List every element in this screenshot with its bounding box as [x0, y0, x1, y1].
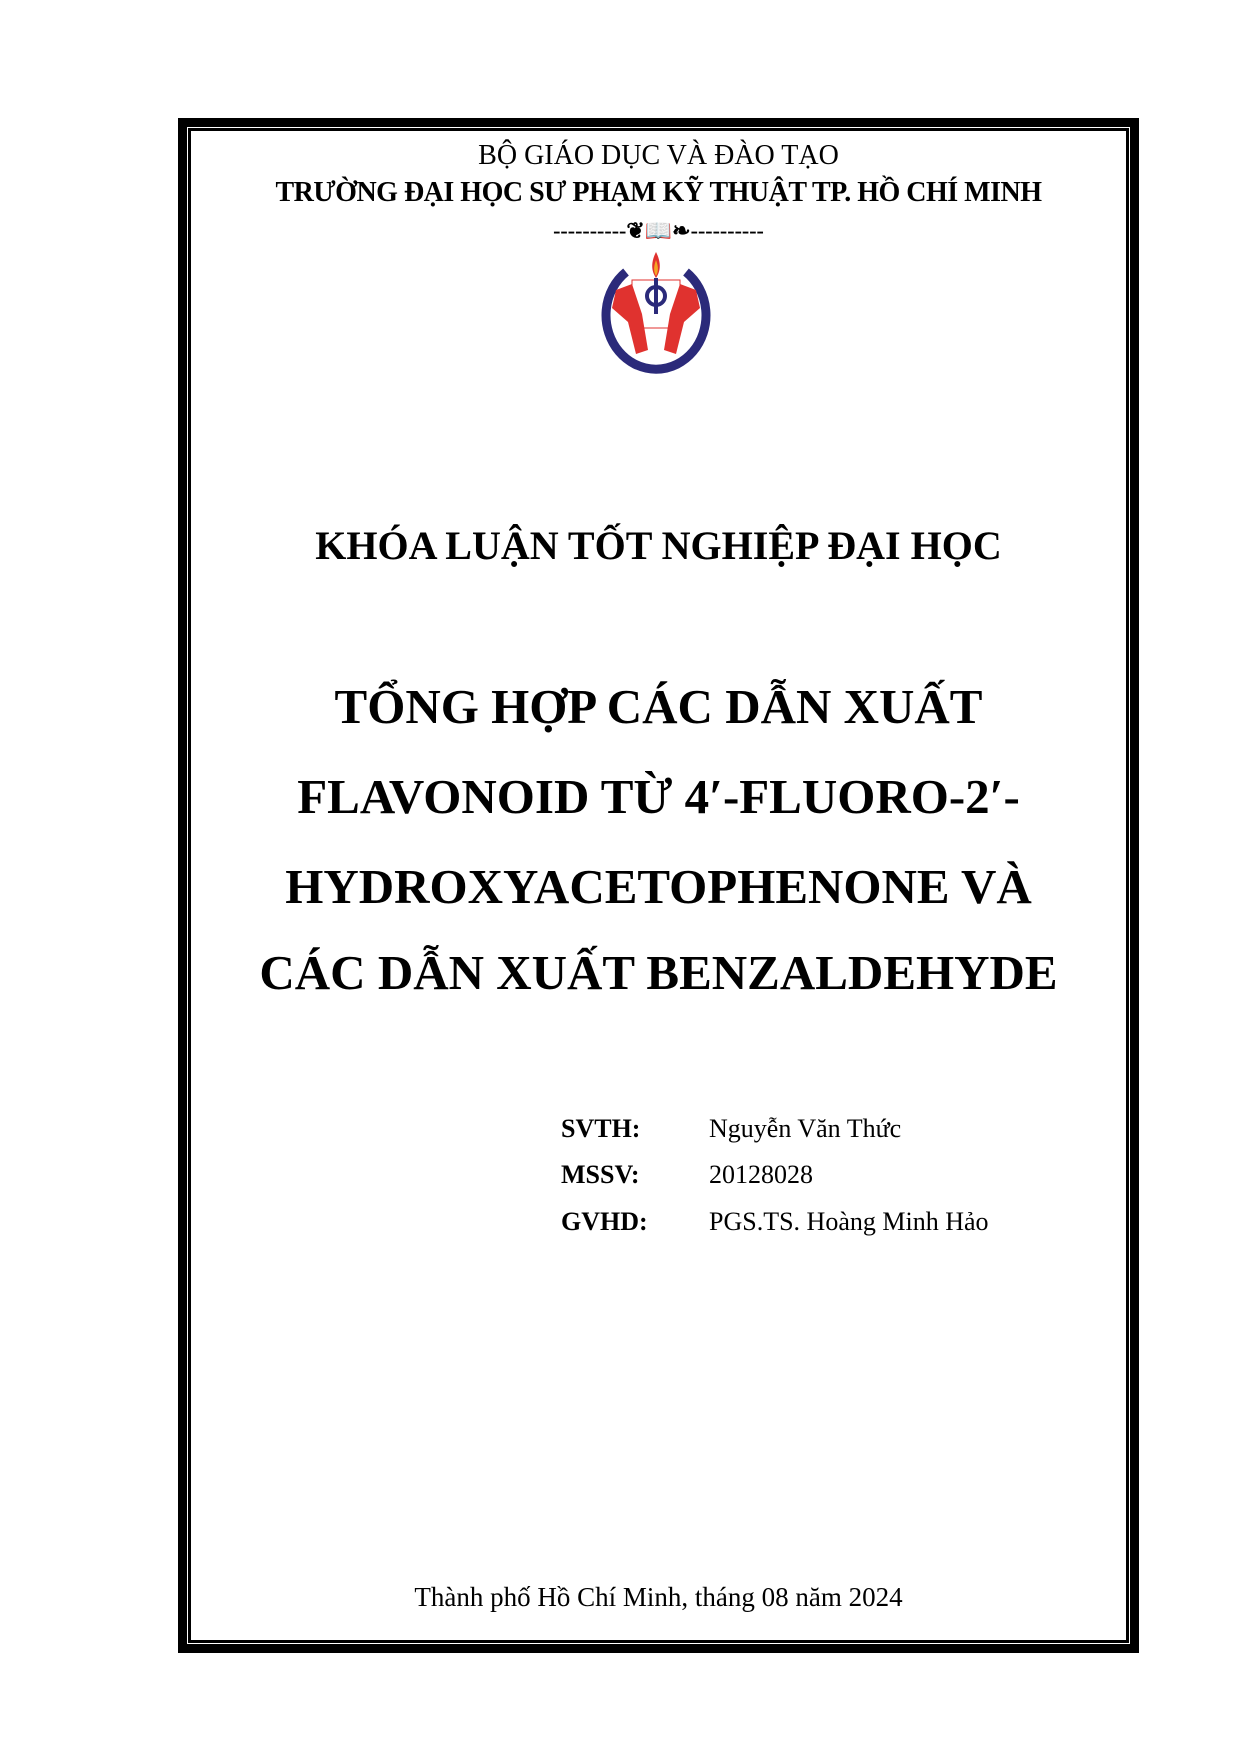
- thesis-title-line: CÁC DẪN XUẤT BENZALDEHYDE: [259, 945, 1058, 1000]
- info-label: GVHD:: [561, 1207, 648, 1236]
- info-value: PGS.TS. Hoàng Minh Hảo: [709, 1207, 989, 1236]
- info-value: Nguyễn Văn Thức: [709, 1114, 902, 1143]
- info-label: MSSV:: [561, 1160, 640, 1189]
- thesis-type: KHÓA LUẬN TỐT NGHIỆP ĐẠI HỌC: [315, 523, 1002, 568]
- university-logo-icon: [598, 250, 714, 374]
- thesis-title-line: TỔNG HỢP CÁC DẪN XUẤT: [334, 679, 983, 734]
- thesis-title-line: HYDROXYACETOPHENONE VÀ: [285, 859, 1032, 914]
- info-label: SVTH:: [561, 1114, 641, 1143]
- info-value: 20128028: [709, 1160, 813, 1189]
- ornament-divider: ----------❦📖❧----------: [553, 218, 764, 243]
- university-name: TRƯỜNG ĐẠI HỌC SƯ PHẠM KỸ THUẬT TP. HỒ CHÍ MINH: [275, 177, 1042, 208]
- thesis-title-line: FLAVONOID TỪ 4′-FLUORO-2′-: [297, 769, 1020, 824]
- ministry-name: BỘ GIÁO DỤC VÀ ĐÀO TẠO: [478, 140, 839, 171]
- place-date: Thành phố Hồ Chí Minh, tháng 08 năm 2024: [414, 1582, 903, 1612]
